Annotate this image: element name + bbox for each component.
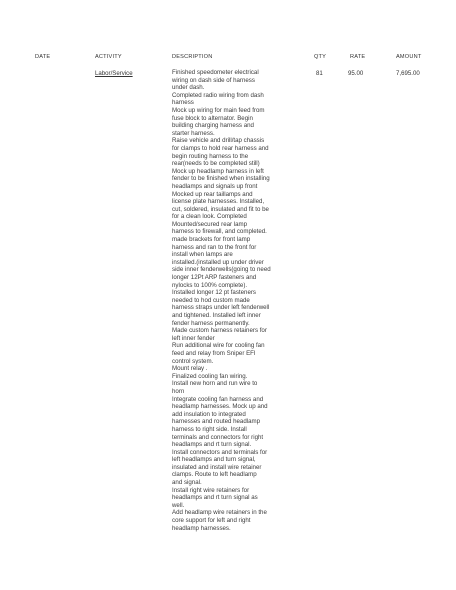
description-line: fender to be finished when installing — [172, 175, 270, 183]
description-line: Finished speedometer electrical — [172, 69, 259, 76]
description-line: Install right wire retainers for — [172, 486, 250, 494]
rate-column-header: RATE — [350, 54, 366, 60]
description-line: installed.(installed up under driver — [172, 258, 264, 266]
description-line: for clamps to hold rear harness and — [172, 144, 269, 152]
description-line: license plate harnesses. Installed, — [172, 198, 265, 206]
description-line: Completed radio wiring from dash — [172, 91, 264, 99]
description-line: Finalized cooling fan wiring. — [172, 372, 248, 380]
description-line: wiring on dash side of harness — [172, 76, 255, 84]
description-line: under dash. — [172, 84, 205, 92]
row-activity: Labor/Service — [95, 70, 133, 77]
description-line: Mount relay . — [172, 365, 208, 373]
row-description — [172, 69, 290, 532]
description-line: and tightened. Installed left inner — [172, 312, 261, 319]
description-line: feed and relay from Sniper EFI — [172, 349, 256, 357]
description-line: starter harness. — [172, 129, 215, 137]
description-line: begin routing harness to the — [172, 152, 249, 160]
description-line: Install new horn and run wire to — [172, 380, 258, 388]
description-line: longer 12Pt ARP fasteners and — [172, 274, 257, 282]
description-line: needed to hod custom made — [172, 296, 250, 304]
description-line: well. — [172, 501, 185, 509]
description-line: and signal. — [172, 479, 202, 487]
description-line: Mocked up rear taillamps and — [172, 190, 253, 198]
description-line: clamps. Route to left headlamp — [172, 471, 257, 479]
description-line: Mounted/secured rear lamp — [172, 220, 248, 228]
description-line: harness and ran to the front for — [172, 243, 257, 251]
description-line: fender harness permanently. — [172, 319, 250, 327]
description-line: headlamp harnesses. — [172, 524, 231, 532]
row-amount: 7,695.00 — [396, 70, 420, 77]
qty-column-header: QTY — [314, 54, 327, 60]
description-line: headlamps and rt turn signal as — [172, 494, 258, 502]
description-line: install when lamps are — [172, 251, 233, 259]
description-line: Run additional wire for cooling fan — [172, 342, 265, 350]
description-line: Mock up headlamp harness in left — [172, 167, 264, 175]
description-line: Raise vehicle and drill/tap chassis — [172, 137, 265, 145]
description-line: fuse block to alternator. Begin — [172, 114, 253, 122]
description-line: harness to firewall, and completed. — [172, 228, 267, 236]
description-line: horn — [172, 387, 185, 395]
description-line: harnesses and routed headlamp — [172, 418, 261, 426]
row-qty: 81 — [316, 70, 323, 77]
description-line: left inner fender — [172, 334, 215, 342]
description-line: building charging harness and — [172, 122, 254, 130]
description-line: for a clean look. Completed — [172, 213, 247, 221]
description-line: terminals and connectors for right — [172, 433, 264, 441]
description-line: nylocks to 100% complete). — [172, 281, 248, 289]
description-line: cut, soldered, insulated and fit to be — [172, 205, 269, 213]
description-line: harness — [172, 99, 194, 107]
description-line: made brackets for front lamp — [172, 236, 251, 244]
row-rate: 95.00 — [348, 70, 364, 77]
description-line: Mock up wiring for main feed from — [172, 106, 265, 114]
amount-column-header: AMOUNT — [396, 54, 422, 60]
date-column-header: DATE — [35, 54, 51, 60]
description-line: harness to right side. Install — [172, 425, 247, 433]
description-line: core support for left and right — [172, 517, 251, 525]
description-line: Installed longer 12 pt fasteners — [172, 289, 256, 297]
description-line: add insulation to integrated — [172, 410, 246, 418]
description-line: Install connectors and terminals for — [172, 448, 268, 456]
description-line: control system. — [172, 357, 214, 365]
description-column-header: DESCRIPTION — [172, 54, 213, 60]
description-line: Made custom harness retainers for — [172, 327, 267, 335]
description-line: headlamp harnesses. Mock up and — [172, 403, 268, 411]
description-line: headlamps and rt turn signal. — [172, 441, 252, 449]
description-line: harness straps under left fenderwell — [172, 304, 270, 312]
description-line: left headlamps and turn signal, — [172, 456, 256, 464]
description-line: insulated and install wire retainer — [172, 463, 262, 471]
description-line: rear(needs to be completed still) — [172, 160, 260, 168]
description-line: Add headlamp wire retainers in the — [172, 509, 267, 517]
description-line: side inner fenderwells(going to need — [172, 266, 271, 274]
activity-column-header: ACTIVITY — [95, 54, 122, 60]
description-line: headlamps and signals up front — [172, 182, 258, 190]
description-line: Integrate cooling fan harness and — [172, 395, 264, 403]
